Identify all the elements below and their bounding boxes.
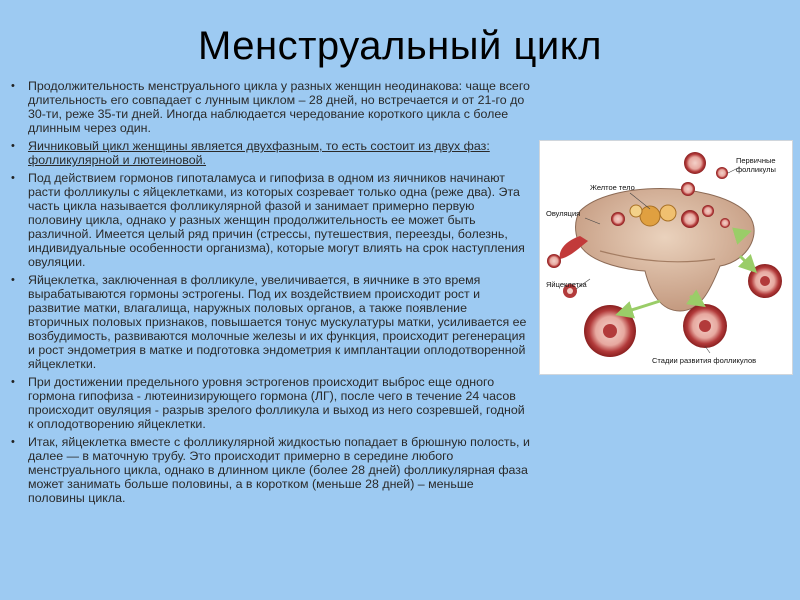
paragraph	[8, 171, 530, 269]
paragraph-text: Яичниковый цикл женщины является двухфазным, то есть состоит из двух фаз: фолликулярной и лютеиновой.	[28, 139, 490, 167]
label-ovulation: Овуляция	[546, 209, 581, 218]
bullet-icon: •	[11, 376, 15, 388]
paragraph	[8, 435, 530, 505]
slide-title: Менструальный цикл	[197, 24, 603, 68]
ovarian-cycle-figure	[539, 140, 793, 375]
paragraph-text: При достижении предельного уровня эстрогенов происходит выброс еще одного гормона гипофиза - лютеинизирующего гормона (ЛГ), после чего в течение 24 часов происходит овуляция - разрыв зрелого фолликула и выход из него созревшей, годной к оплодотворению яйцеклетки.	[28, 375, 525, 431]
label-primary: Первичные	[736, 156, 776, 165]
label-stages: Стадии развития фолликулов	[652, 356, 757, 365]
paragraph	[8, 375, 530, 431]
bullet-icon: •	[11, 274, 15, 286]
paragraph-text: Итак, яйцеклетка вместе с фолликулярной жидкостью попадает в брюшную полость, и далее — в маточную трубу. Это происходит примерно в середине любого менструального цикла, однако в длинном цикле (более 28 дней) фолликулярная фаза может занимать больше половины, а в коротком (меньше 28 дней) – меньше половины цикла.	[28, 435, 530, 505]
label-egg: Яйцеклетка	[546, 280, 587, 289]
label-primary-2: фолликулы	[736, 165, 776, 174]
bullet-icon: •	[11, 140, 15, 152]
bullet-icon: •	[11, 80, 15, 92]
paragraph-text: Продолжительность менструального цикла у разных женщин неодинакова: чаще всего длительность его совпадает с лунным циклом – 28 дней, но встречается и от 21-го до 30-ти, реже 35-ти дней. Иногда наблюдается чередование короткого цикла с более длинным через один.	[28, 79, 530, 135]
bullet-icon: •	[11, 436, 15, 448]
paragraph-text: Яйцеклетка, заключенная в фолликуле, увеличивается, в яичнике в это время вырабатываются гормоны эстрогены. Под их воздействием происходит рост и развитие матки, влагалища, наружных половых органов, а также появление вторичных половых признаков, повышается тонус мускулатуры матки, усиливается ее возбудимость, развиваются молочные железы и их функция, происходит регенерация и рост эндометрия в матке и подготовка эндометрия к имплантации оплодотворенной яйцеклетки.	[28, 273, 527, 371]
paragraph	[8, 273, 530, 371]
ovary-illustration	[540, 141, 792, 374]
slide-body	[8, 79, 530, 600]
paragraph	[8, 79, 530, 135]
bullet-icon: •	[11, 172, 15, 184]
label-corpus-luteum: Желтое тело	[590, 183, 635, 192]
paragraph-text: Под действием гормонов гипоталамуса и гипофиза в одном из яичников начинают расти фолликулы с яйцеклетками, из которых созревает только одна (реже два). Эта часть цикла называется фолликулярной фазой и занимает примерно первую половину цикла, однако у разных женщин продолжительность ее может быть различной. Имеется целый ряд причин (стрессы, путешествия, переезды, болезнь, индивидуальные особенности организма), которые могут влиять на срок наступления овуляции.	[28, 171, 525, 269]
paragraph-underlined	[8, 139, 530, 167]
